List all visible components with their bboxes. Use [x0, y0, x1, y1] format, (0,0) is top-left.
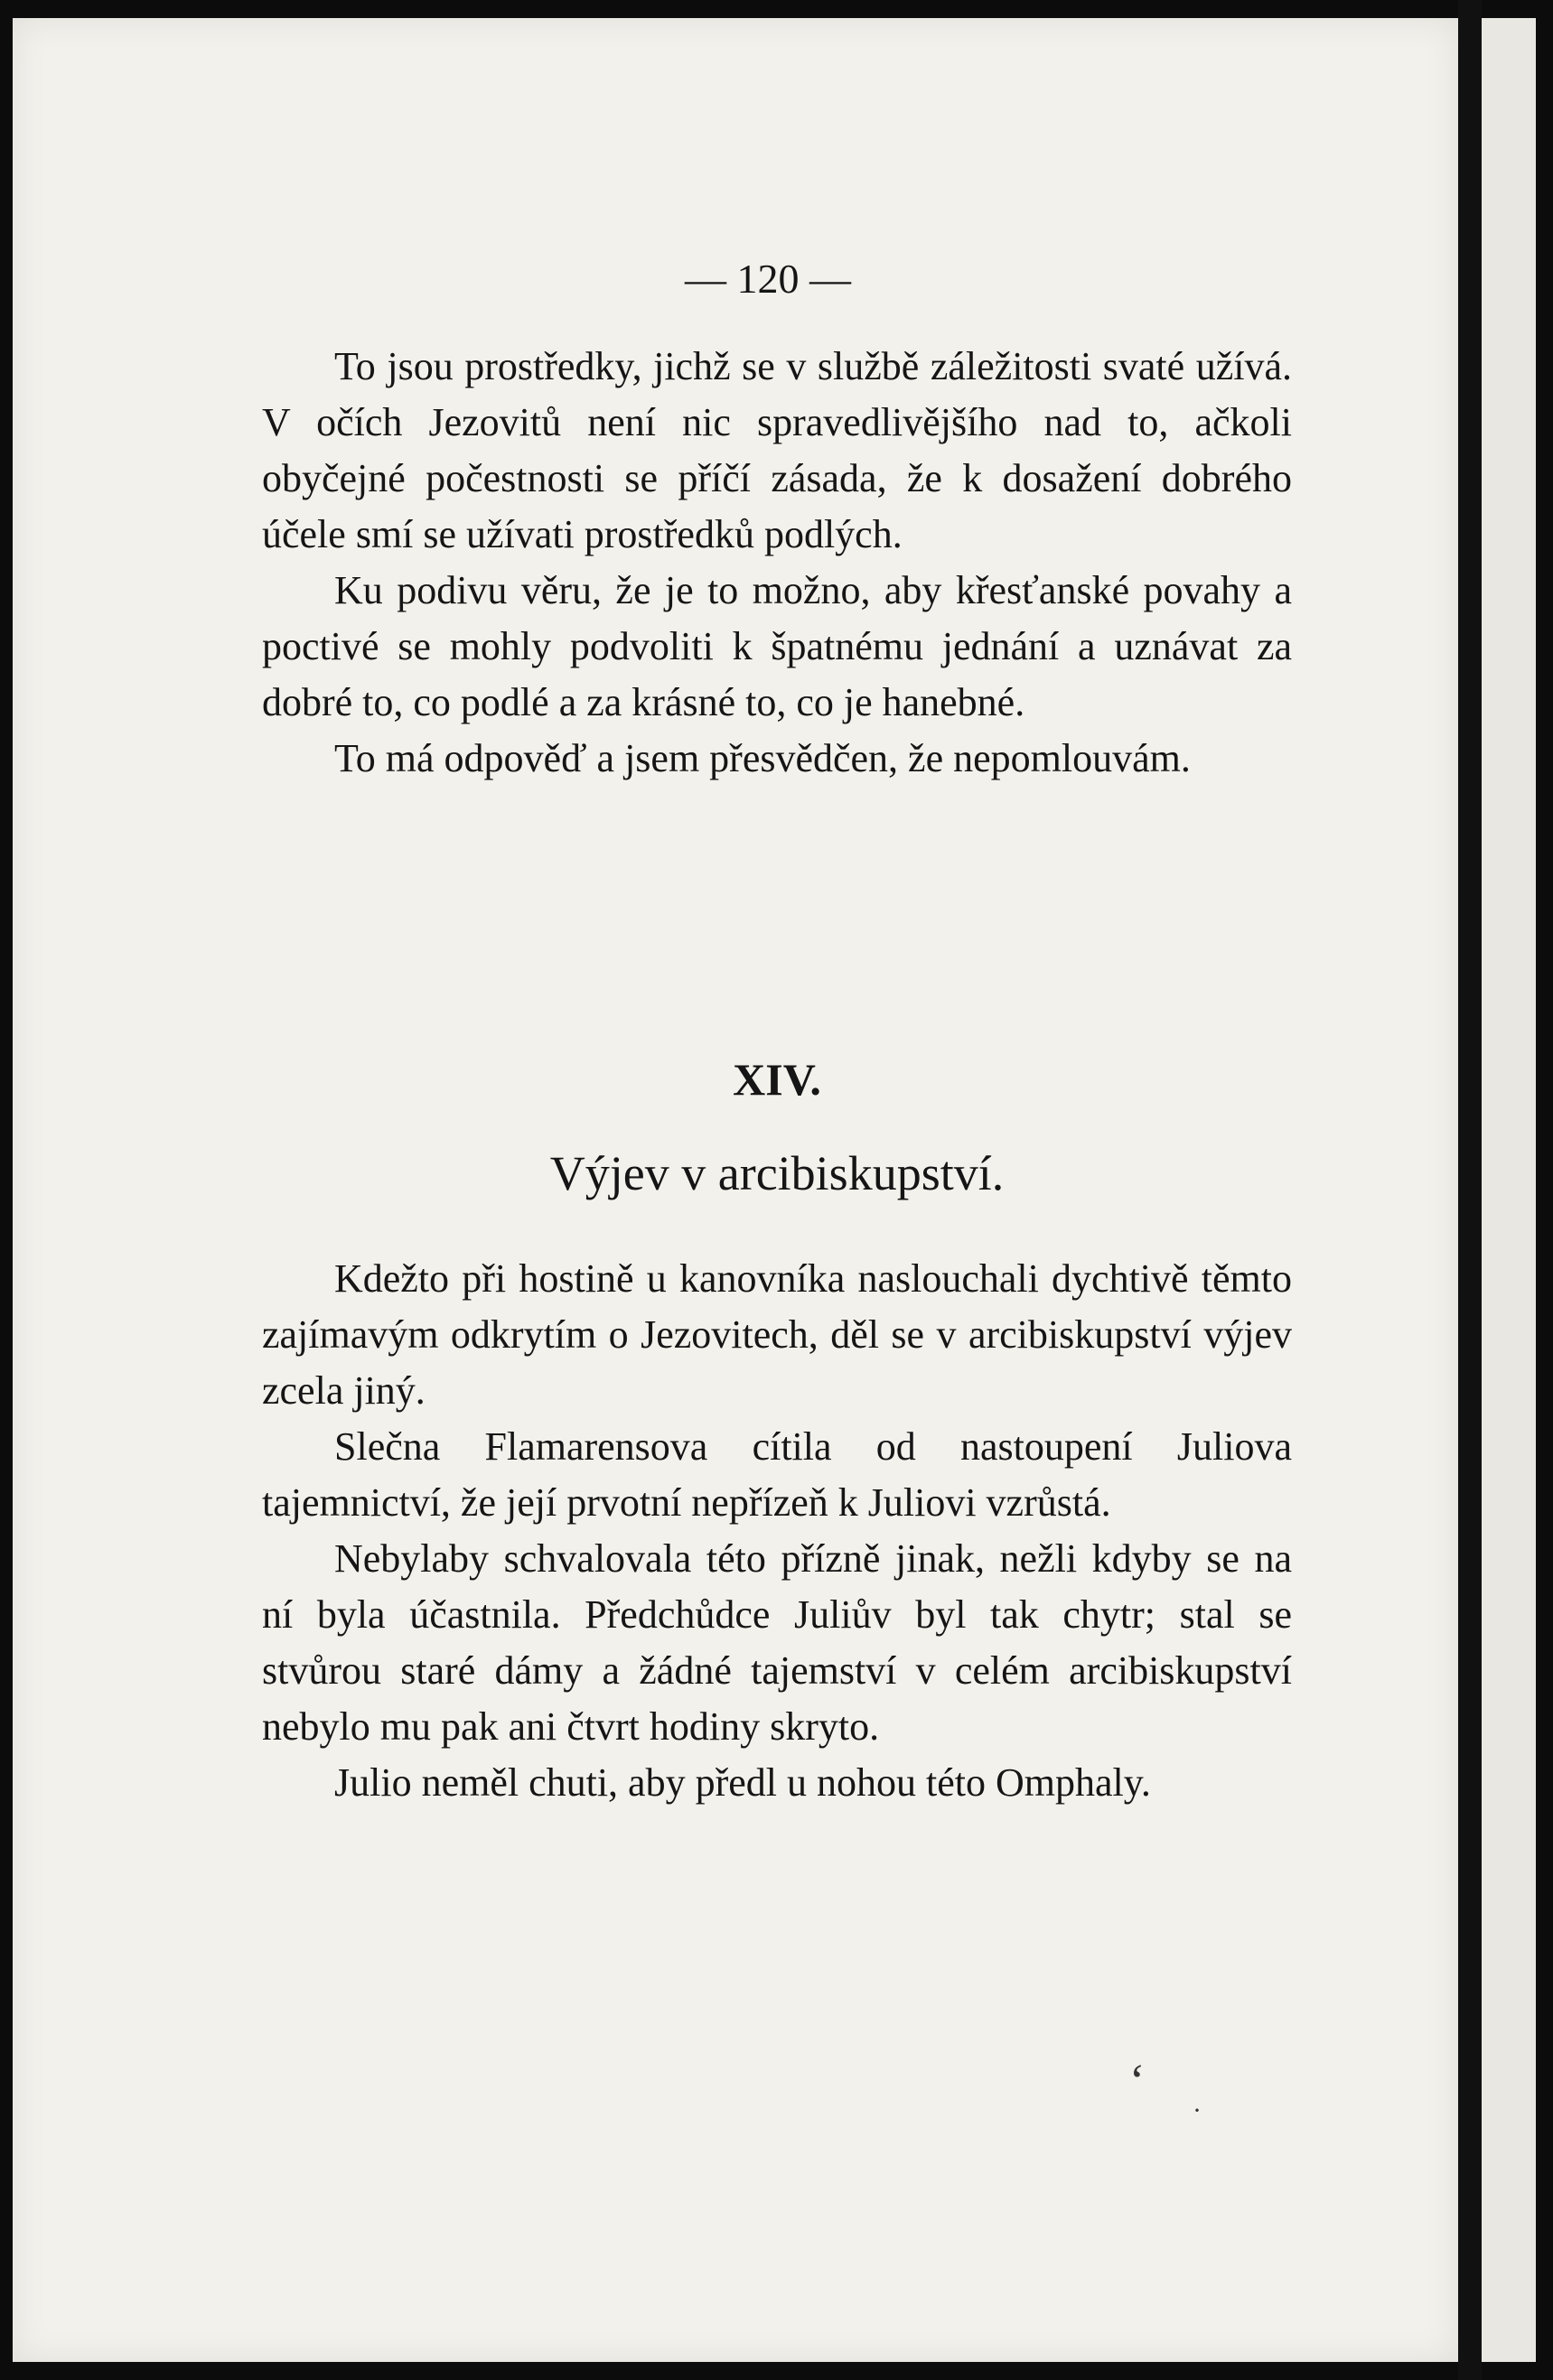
paragraph: Julio neměl chuti, aby předl u nohou této Omphaly. [334, 1760, 1151, 1805]
section-text-bottom [262, 1251, 1292, 1811]
paragraph: Nebylaby schvalovala této přízně jinak, nežli kdyby se na ní byla účastnila. Předchůdce Juliův byl tak chytr; stal se stvůrou staré dámy a žádné tajemství v celém arcibiskupství nebylo mu pak ani čtvrt hodiny skryto. [262, 1536, 1292, 1749]
paragraph: To má odpověď a jsem přesvědčen, že nepomlouvám. [334, 736, 1191, 780]
ink-mark: ʻ [1129, 2056, 1146, 2107]
paragraph: Slečna Flamarensova cítila od nastoupení Juliova tajemnictví, že její prvotní nepřízeň k Juliovi vzrůstá. [262, 1424, 1292, 1525]
paragraph: Kdežto při hostině u kanovníka naslouchali dychtivě těmto zajímavým odkrytím o Jezovitech, děl se v arcibiskupství výjev zcela jiný. [262, 1256, 1292, 1413]
chapter-title: Výjev v arcibiskupství. [549, 1146, 1005, 1200]
paragraph: To jsou prostředky, jichž se v službě záležitosti svaté užívá. V očích Jezovitů není nic spravedlivějšího nad to, ačkoli obyčejné počestnosti se příčí zásada, že k dosažení dobrého účele smí se užívati prostředků podlých. [262, 344, 1292, 556]
page-number: — 120 — [685, 256, 851, 302]
paragraph: Ku podivu věru, že je to možno, aby křesťanské povahy a poctivé se mohly podvoliti k špatnému jednání a uznávat za dobré to, co podlé a za krásné to, co je hanebné. [262, 568, 1292, 724]
chapter-number: XIV. [733, 1054, 821, 1105]
adjacent-page-edge [1482, 18, 1536, 2362]
ink-mark: · [1193, 2095, 1202, 2125]
section-text-top [262, 339, 1292, 787]
page-gutter [1458, 0, 1482, 2380]
